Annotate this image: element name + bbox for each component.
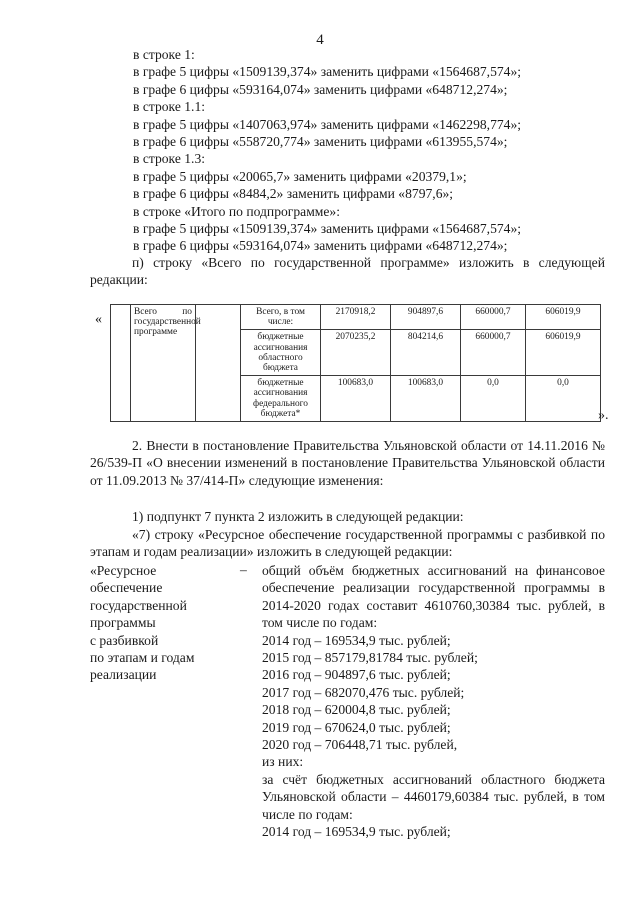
year-line: 2014 год – 169534,9 тыс. рублей;	[262, 632, 451, 648]
table-cell-label: бюджетные ассигнования федерального бюджета*	[241, 376, 321, 422]
amendment-line: в графе 5 цифры «1407063,974» заменить цифрами «1462298,774»;	[133, 116, 522, 132]
subitem-1: 1) подпункт 7 пункта 2 изложить в следующей редакции:	[132, 509, 464, 524]
of-them-text: из них:	[262, 754, 304, 770]
table-cell-value: 660000,7	[461, 305, 526, 330]
amendment-line: в графе 5 цифры «20065,7» заменить цифрами «20379,1»;	[133, 168, 467, 184]
item-p-paragraph	[90, 254, 605, 289]
table-cell-value: 0,0	[526, 376, 601, 422]
table-cell-value: 660000,7	[461, 330, 526, 376]
resource-label-line: с разбивкой	[90, 632, 159, 648]
table-cell-value: 100683,0	[391, 376, 461, 422]
year-line: 2014 год – 169534,9 тыс. рублей;	[262, 824, 451, 840]
amendment-line: в строке «Итого по подпрограмме»:	[133, 203, 341, 219]
section-2-text: 2. Внести в постановление Правительства Ульяновской области от 14.11.2016 № 26/539-П «О внесении изменений в постановление Правительства Ульяновской области от 11.09.2013 № 37/414-П» следующие изменения:	[90, 438, 605, 488]
table-cell-program-name: Всего по государственной программе	[131, 305, 196, 422]
subitem-7: «7) строку «Ресурсное обеспечение государственной программы с разбивкой по этапам и годам реализации» изложить в следующей редакции:	[90, 527, 605, 560]
year-line: 2016 год – 904897,6 тыс. рублей;	[262, 667, 451, 683]
year-line: 2015 год – 857179,81784 тыс. рублей;	[262, 650, 478, 666]
resource-label-line: реализации	[90, 667, 157, 683]
resource-label-line: «Ресурсное	[90, 563, 157, 578]
section-2-paragraph	[90, 437, 605, 489]
resource-label	[90, 562, 245, 684]
resource-description	[262, 562, 605, 841]
table-cell-value: 2170918,2	[321, 305, 391, 330]
resource-label-line: обеспечение	[90, 580, 163, 596]
page-number: 4	[316, 32, 324, 48]
resource-label-line: государственной	[90, 597, 187, 613]
resource-label-line: программы	[90, 615, 156, 631]
amendment-list	[133, 46, 613, 255]
quote-open: «	[95, 312, 102, 327]
resource-label-line: по этапам и годам	[90, 650, 195, 666]
amendment-line: в строке 1.3:	[133, 151, 206, 167]
amendment-line: в графе 6 цифры «558720,774» заменить цифрами «613955,574»;	[133, 134, 508, 150]
table-cell-value: 2070235,2	[321, 330, 391, 376]
amendment-line: в графе 6 цифры «593164,074» заменить цифрами «648712,274»;	[133, 238, 508, 254]
year-line: 2017 год – 682070,476 тыс. рублей;	[262, 684, 465, 700]
table-cell-value: 606019,9	[526, 305, 601, 330]
table-row	[111, 305, 601, 330]
table-cell-value: 606019,9	[526, 330, 601, 376]
total-funding-text: общий объём бюджетных ассигнований на финансовое обеспечение реализации государственной программы в 2014-2020 годах составит 4610760,30384 тыс. рублей, в том числе по годам:	[262, 563, 605, 631]
year-line: 2018 год – 620004,8 тыс. рублей;	[262, 702, 451, 718]
table-cell-empty	[111, 305, 131, 422]
regional-funding-text: за счёт бюджетных ассигнований областного бюджета Ульяновской области – 4460179,60384 тыс. рублей, в том числе по годам:	[262, 771, 605, 822]
amendment-line: в строке 1:	[133, 47, 195, 62]
table-cell-value: 0,0	[461, 376, 526, 422]
table-cell-value: 904897,6	[391, 305, 461, 330]
amendment-line: в графе 5 цифры «1509139,374» заменить цифрами «1564687,574»;	[133, 221, 522, 237]
table-cell-label: Всего, в том числе:	[241, 305, 321, 330]
program-total-table	[110, 304, 601, 422]
table-cell-label: бюджетные ассигнования областного бюджета	[241, 330, 321, 376]
year-line: 2020 год – 706448,71 тыс. рублей,	[262, 737, 458, 753]
amendment-line: в графе 5 цифры «1509139,374» заменить цифрами «1564687,574»;	[133, 64, 522, 80]
table-cell-value: 100683,0	[321, 376, 391, 422]
year-line: 2019 год – 670624,0 тыс. рублей;	[262, 719, 451, 735]
quote-close: ».	[598, 408, 609, 423]
table-cell-empty	[196, 305, 241, 422]
amendment-line: в строке 1.1:	[133, 99, 206, 115]
item-p-text: п) строку «Всего по государственной программе» изложить в следующей редакции:	[90, 255, 605, 288]
amendment-line: в графе 6 цифры «8484,2» заменить цифрами «8797,6»;	[133, 186, 454, 202]
amendment-line: в графе 6 цифры «593164,074» заменить цифрами «648712,274»;	[133, 81, 508, 97]
table-cell-value: 804214,6	[391, 330, 461, 376]
label-dash: –	[240, 562, 247, 577]
